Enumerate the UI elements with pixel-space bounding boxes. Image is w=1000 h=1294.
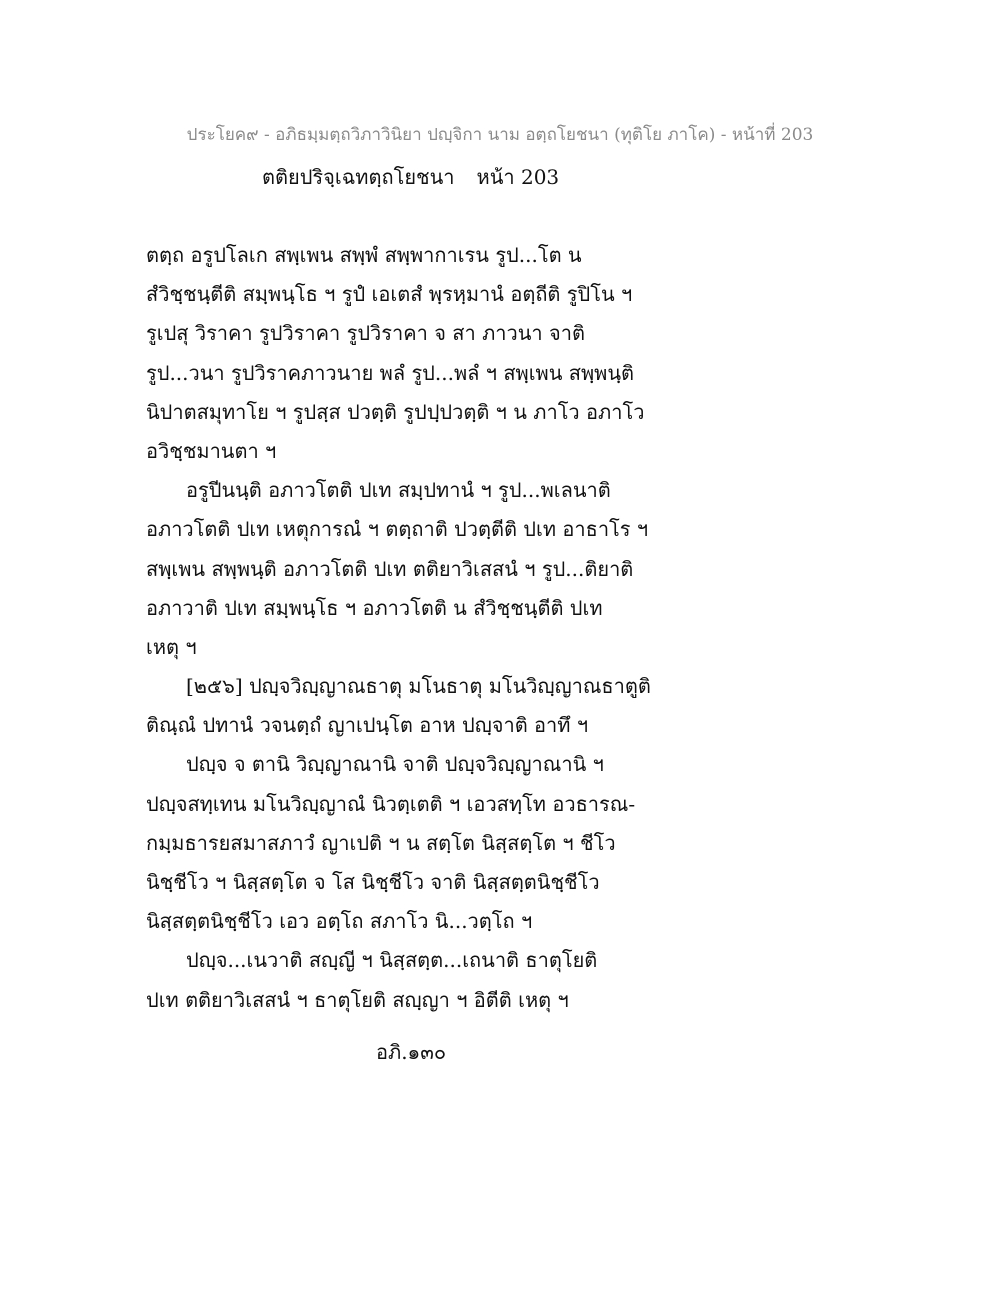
running-header-text: ประโยค๙ - อภิธมฺมตฺถวิภาวินิยา ปญฺจิกา นาม อตฺถโยชนา (ทุติโย ภาโค) - หน้าที่ 203	[186, 125, 814, 145]
running-header	[0, 121, 1000, 148]
text-line: ปญฺจสทฺเทน มโนวิญฺญาณํ นิวตฺเตติ ฯ เอวสทฺโท อวธารณ-	[146, 791, 636, 816]
text-line: รูเปสุ วิราคา รูปวิราคา รูปวิราคา จ สา ภาวนา จาติ	[146, 321, 585, 346]
text-line: สํวิชฺชนฺตีติ สมฺพนฺโธ ฯ รูปํ เอเตสํ พฺรหฺมานํ อตฺถีติ รูปิโน ฯ	[146, 282, 633, 307]
text-line: กมฺมธารยสมาสภาวํ ญาเปติ ฯ น สตฺโต นิสฺสตฺโต ฯ ชีโว	[146, 830, 616, 855]
text-line: รูป...วนา รูปวิราคภาวนาย พลํ รูป...พลํ ฯ สพฺเพน สพฺพนฺติ	[146, 360, 635, 385]
text-line: ตตฺถ อรูปโลเก สพฺเพน สพฺพํ สพฺพากาเรน รูป...โต น	[146, 243, 582, 267]
text-line: อภาวโตติ ปเท เหตุการณํ ฯ ตตฺถาติ ปวตฺตีติ ปเท อาธาโร ฯ	[146, 517, 649, 542]
text-line: อรูปีนนฺติ อภาวโตติ ปเท สมฺปทานํ ฯ รูป...พเลนาติ	[186, 478, 611, 503]
body-text	[146, 236, 866, 1020]
text-line: [๒๕๖] ปญฺจวิญฺญาณธาตุ มโนธาตุ มโนวิญฺญาณธาตูติ	[186, 674, 651, 699]
text-line: เหตุ ฯ	[146, 634, 197, 659]
text-line: นิปาตสมุทาโย ฯ รูปสฺส ปวตฺติ รูปปฺปวตฺติ ฯ น ภาโว อภาโว	[146, 399, 645, 424]
section-title	[262, 161, 559, 193]
text-line: นิชฺชีโว ฯ นิสฺสตฺโต จ โส นิชฺชีโว จาติ นิสฺสตฺตนิชฺชีโว	[146, 870, 600, 894]
text-line: ปเท ตติยาวิเสสนํ ฯ ธาตุโยติ สญฺญา ฯ อิตีติ เหตุ ฯ	[146, 987, 569, 1012]
folio: อภิ.๑๓๐	[376, 1040, 447, 1064]
text-line: ติณฺณํ ปทานํ วจนตฺถํ ญาเปนฺโต อาห ปญฺจาติ อาทึ ฯ	[146, 713, 589, 738]
section-title-text: ตติยปริจฺเฉทตฺถโยชนา	[262, 165, 455, 189]
text-line: นิสฺสตฺตนิชฺชีโว เอว อตฺโถ สภาโว นิ...วตฺโถ ฯ	[146, 909, 533, 934]
page-label: หน้า 203	[476, 165, 560, 189]
text-line: ปญฺจ จ ตานิ วิญฺญาณานิ จาติ ปญฺจวิญฺญาณานิ ฯ	[186, 752, 604, 777]
text-line: ปญฺจ...เนวาติ สญฺญี ฯ นิสฺสตฺต...เถนาติ ธาตุโยติ	[186, 948, 598, 973]
text-line: อวิชฺชมานตา ฯ	[146, 438, 277, 463]
text-line: อภาวาติ ปเท สมฺพนฺโธ ฯ อภาวโตติ น สํวิชฺชนฺตีติ ปเท	[146, 595, 603, 620]
text-line: สพฺเพน สพฺพนฺติ อภาวโตติ ปเท ตติยาวิเสสนํ ฯ รูป...ติยาติ	[146, 556, 634, 581]
